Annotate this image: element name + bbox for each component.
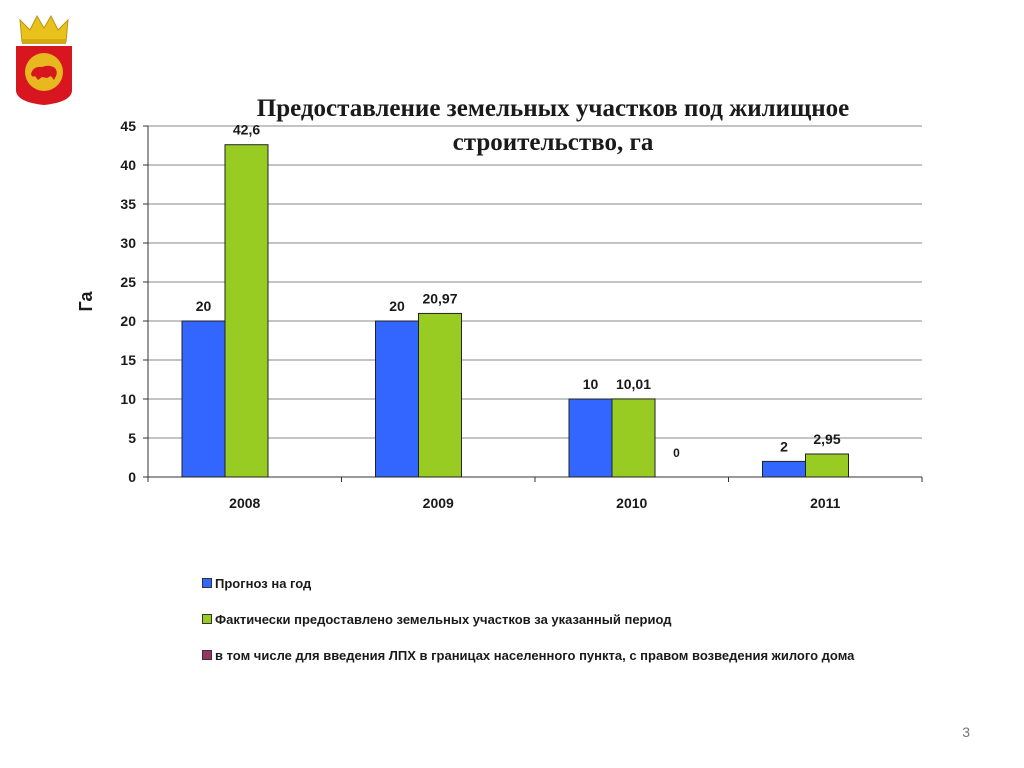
bar-1-2008	[182, 321, 225, 477]
y-tick-label: 0	[128, 469, 136, 485]
legend-label: в том числе для введения ЛПХ в границах населенного пункта, с правом возведения жилого дома	[215, 648, 855, 663]
x-tick-label: 2010	[616, 495, 648, 511]
bar-2-2010	[612, 399, 655, 477]
data-label: 42,6	[232, 121, 261, 138]
x-tick-label: 2008	[229, 495, 261, 511]
chart-title: Предоставление земельных участков под жилищное строительство, га	[256, 95, 850, 156]
y-tick-label: 15	[120, 352, 136, 368]
legend-item	[202, 576, 311, 591]
data-label: 0	[673, 446, 680, 460]
bar-1-2010	[569, 399, 612, 477]
legend-swatch	[202, 650, 212, 660]
bar-1-2009	[376, 321, 419, 477]
y-tick-label: 45	[120, 118, 136, 134]
y-tick-label: 20	[120, 313, 136, 329]
data-label: 2,95	[813, 430, 841, 447]
data-label: 20,97	[422, 290, 458, 307]
y-tick-label: 5	[128, 430, 136, 446]
legend-label: Прогноз на год	[215, 576, 312, 591]
bar-1-2011	[763, 461, 806, 477]
legend-item	[202, 648, 854, 663]
data-label: 2	[780, 438, 788, 455]
x-tick-label: 2009	[422, 495, 454, 511]
x-tick-label: 2011	[810, 495, 841, 511]
data-label: 20	[389, 298, 405, 314]
page-number: 3	[962, 724, 970, 740]
data-label: 20	[195, 298, 212, 314]
y-tick-label: 10	[120, 391, 136, 407]
y-tick-label: 35	[120, 196, 136, 212]
bar-2-2008	[225, 145, 268, 477]
legend-swatch	[202, 614, 212, 624]
bar-2-2011	[806, 454, 849, 477]
legend-label: Фактически предоставлено земельных участков за указанный период	[215, 612, 672, 627]
data-label: 10,01	[615, 375, 652, 392]
legend-item	[202, 612, 672, 627]
y-axis-label: Га	[76, 291, 96, 312]
bar-2-2009	[419, 313, 462, 477]
y-tick-label: 30	[120, 235, 136, 251]
legend-swatch	[202, 578, 212, 588]
y-tick-label: 40	[120, 157, 136, 173]
y-tick-label: 25	[120, 274, 136, 290]
data-label: 10	[582, 376, 599, 392]
